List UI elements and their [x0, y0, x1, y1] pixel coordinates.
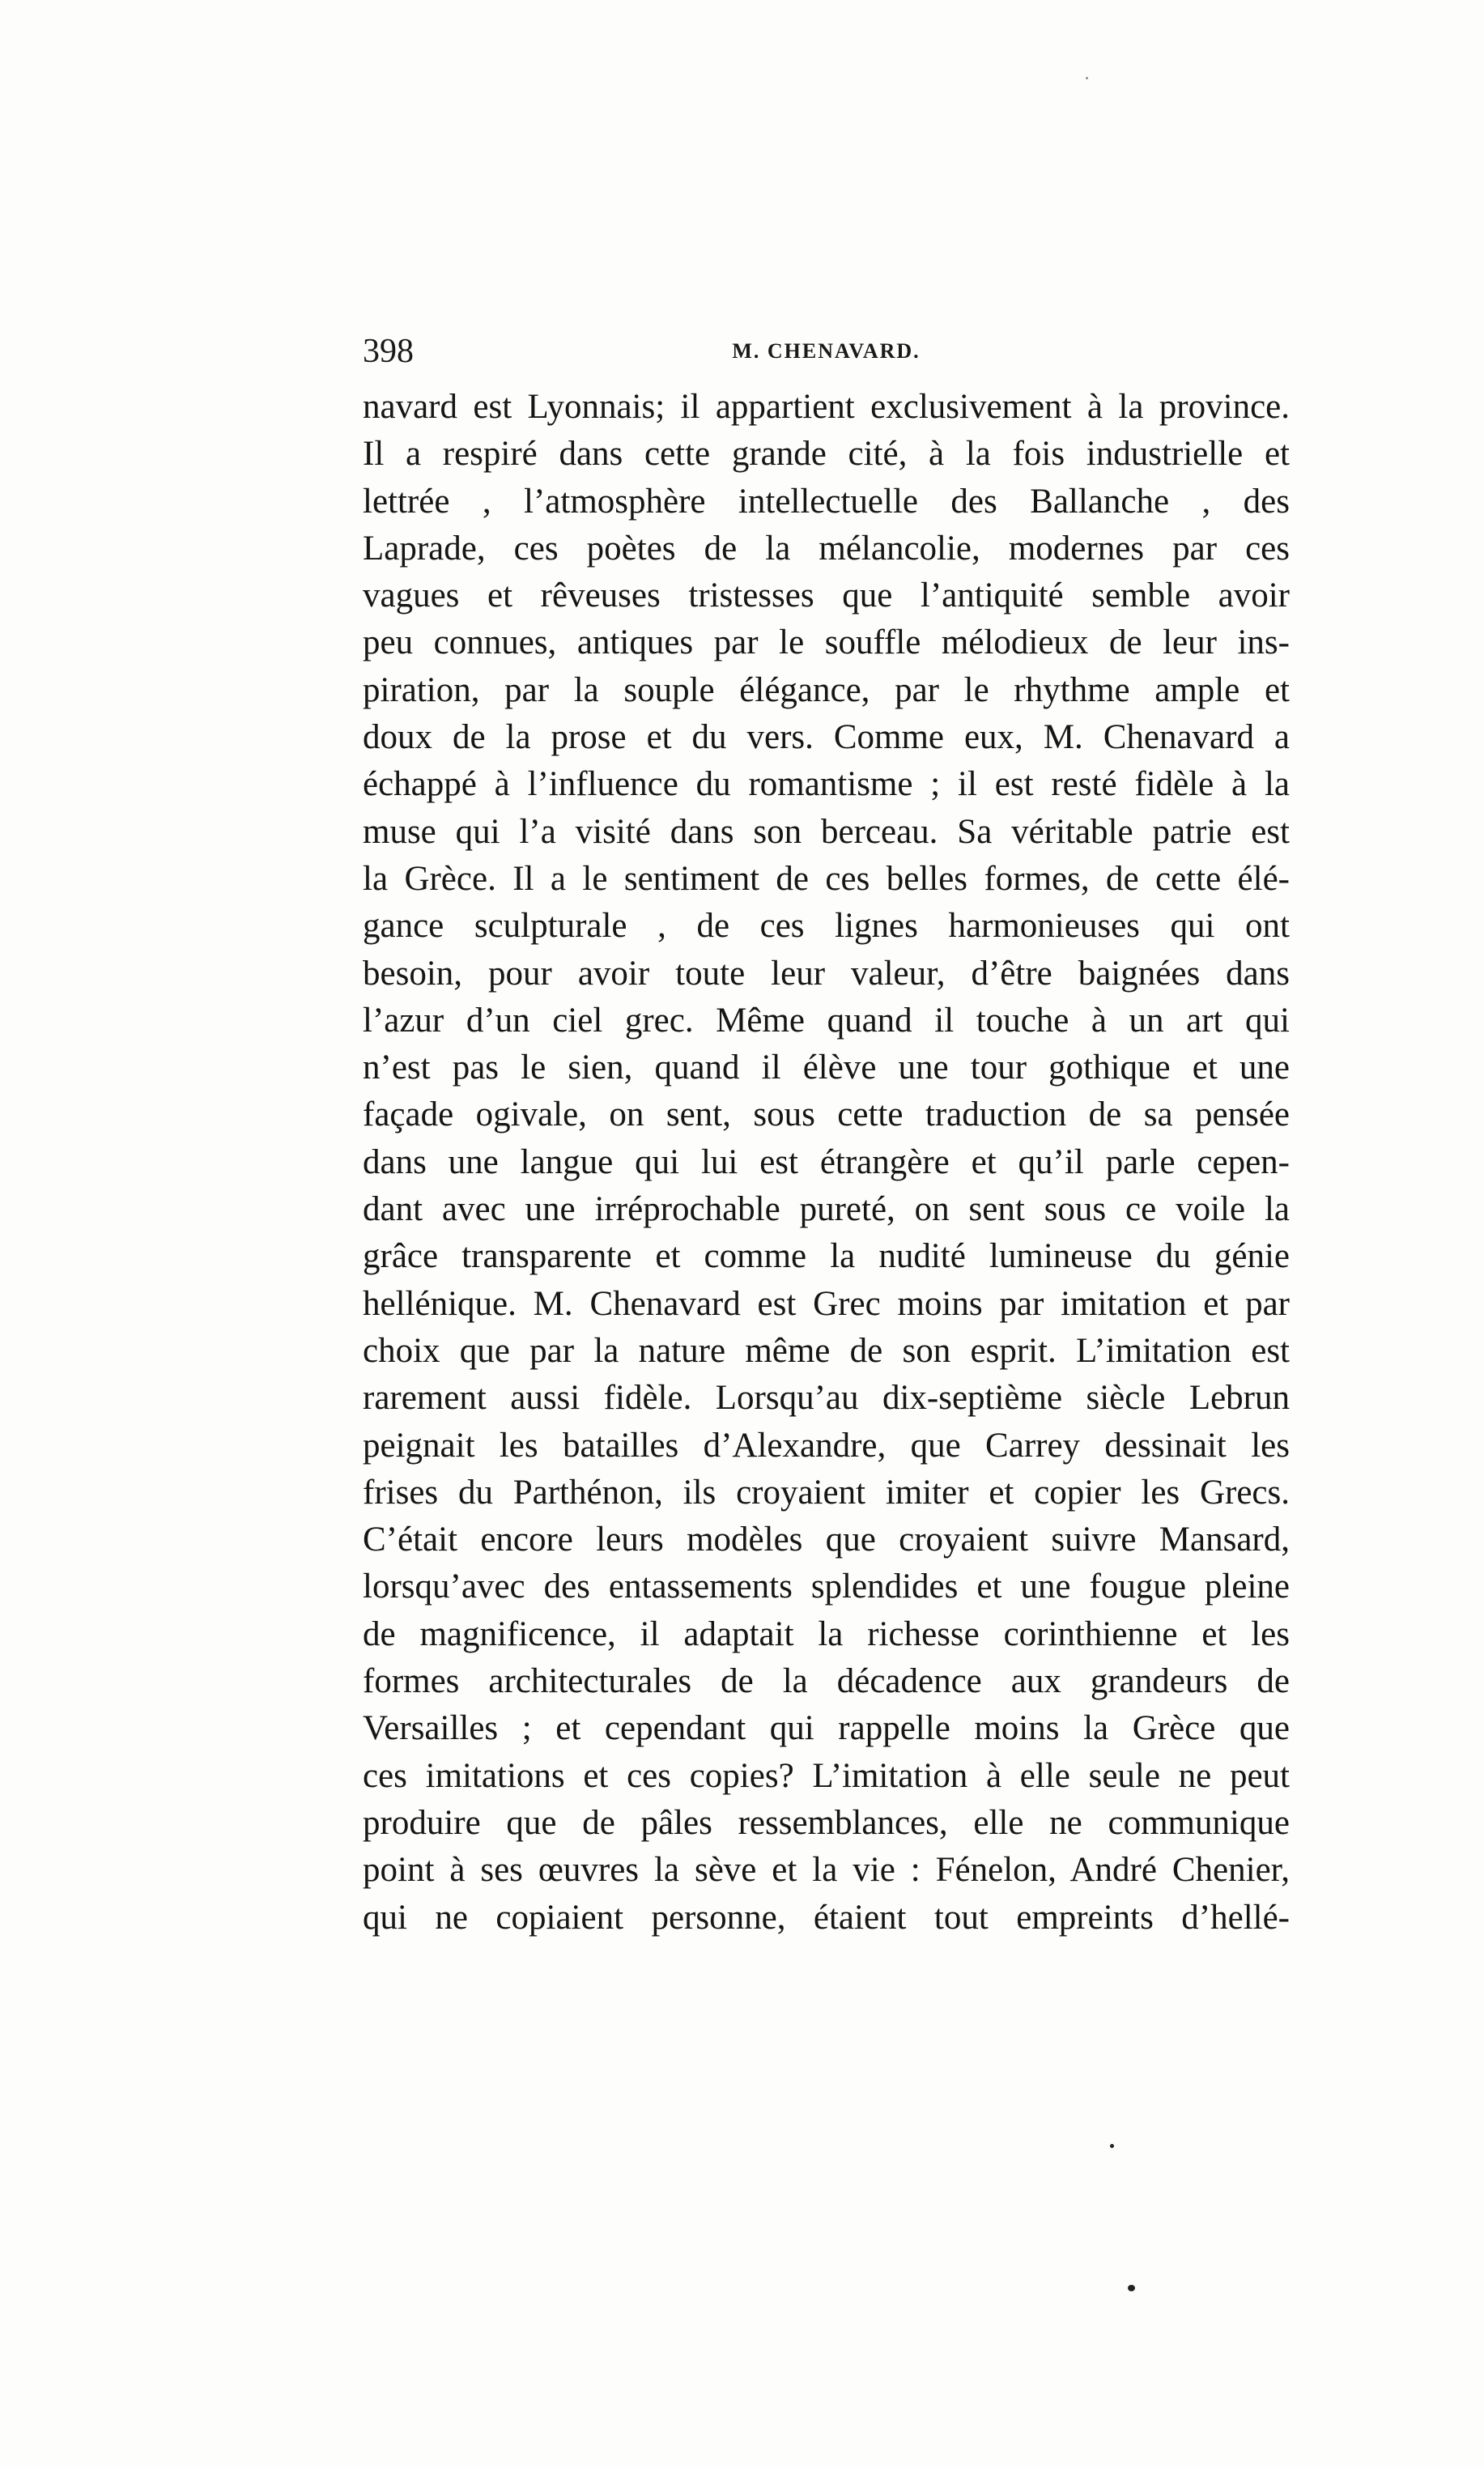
text-line: lorsqu’avec des entassements splendides et une fougue pleine — [363, 1567, 1290, 1606]
scan-speck — [1086, 77, 1088, 79]
text-line: dant avec une irréprochable pureté, on sent sous ce voile la — [363, 1190, 1290, 1229]
text-line: produire que de pâles ressemblances, elle ne communique — [363, 1803, 1290, 1842]
text-line: de magnificence, il adaptait la richesse corinthienne et les — [363, 1614, 1290, 1653]
running-head — [363, 327, 1290, 376]
text-line: rarement aussi fidèle. Lorsqu’au dix-septième siècle Lebrun — [363, 1379, 1290, 1418]
text-line: qui ne copiaient personne, étaient tout empreints d’hellé- — [363, 1898, 1290, 1937]
body-text — [363, 384, 1290, 1942]
text-line: vagues et rêveuses tristesses que l’antiquité semble avoir — [363, 576, 1290, 615]
running-title: M. CHENAVARD. — [732, 339, 921, 363]
text-line: peu connues, antiques par le souffle mélodieux de leur ins- — [363, 623, 1290, 662]
text-line: lettrée , l’atmosphère intellectuelle des Ballanche , des — [363, 482, 1290, 521]
text-line: ces imitations et ces copies? L’imitation à elle seule ne peut — [363, 1756, 1290, 1795]
text-line: peignait les batailles d’Alexandre, que Carrey dessinait les — [363, 1426, 1290, 1465]
text-line: point à ses œuvres la sève et la vie : Fénelon, André Chenier, — [363, 1851, 1290, 1890]
text-line: n’est pas le sien, quand il élève une tour gothique et une — [363, 1048, 1290, 1087]
text-line: grâce transparente et comme la nudité lumineuse du génie — [363, 1237, 1290, 1276]
page-number: 398 — [363, 333, 414, 370]
scan-speck — [1128, 2285, 1135, 2291]
text-line: choix que par la nature même de son esprit. L’imitation est — [363, 1331, 1290, 1370]
text-line: C’était encore leurs modèles que croyaient suivre Mansard, — [363, 1521, 1290, 1559]
text-line: dans une langue qui lui est étrangère et qu’il parle cepen- — [363, 1142, 1290, 1181]
text-line: façade ogivale, on sent, sous cette traduction de sa pensée — [363, 1095, 1290, 1134]
scan-speck — [1110, 2144, 1114, 2148]
text-line: Versailles ; et cependant qui rappelle moins la Grèce que — [363, 1709, 1290, 1748]
text-line: formes architecturales de la décadence aux grandeurs de — [363, 1662, 1290, 1701]
text-line: la Grèce. Il a le sentiment de ces belles formes, de cette élé- — [363, 859, 1290, 898]
text-line: piration, par la souple élégance, par le rhythme ample et — [363, 670, 1290, 709]
text-line: gance sculpturale , de ces lignes harmonieuses qui ont — [363, 907, 1290, 946]
text-line: besoin, pour avoir toute leur valeur, d’être baignées dans — [363, 954, 1290, 993]
text-line: échappé à l’influence du romantisme ; il est resté fidèle à la — [363, 765, 1290, 804]
text-line: frises du Parthénon, ils croyaient imiter et copier les Grecs. — [363, 1473, 1290, 1512]
text-line: hellénique. M. Chenavard est Grec moins par imitation et par — [363, 1284, 1290, 1323]
text-line: Laprade, ces poètes de la mélancolie, modernes par ces — [363, 529, 1290, 568]
text-line: doux de la prose et du vers. Comme eux, M. Chenavard a — [363, 718, 1290, 757]
text-line: muse qui l’a visité dans son berceau. Sa véritable patrie est — [363, 812, 1290, 851]
text-line: navard est Lyonnais; il appartient exclusivement à la province. — [363, 388, 1290, 426]
text-line: Il a respiré dans cette grande cité, à la fois industrielle et — [363, 435, 1290, 474]
text-line: l’azur d’un ciel grec. Même quand il touche à un art qui — [363, 1001, 1290, 1040]
